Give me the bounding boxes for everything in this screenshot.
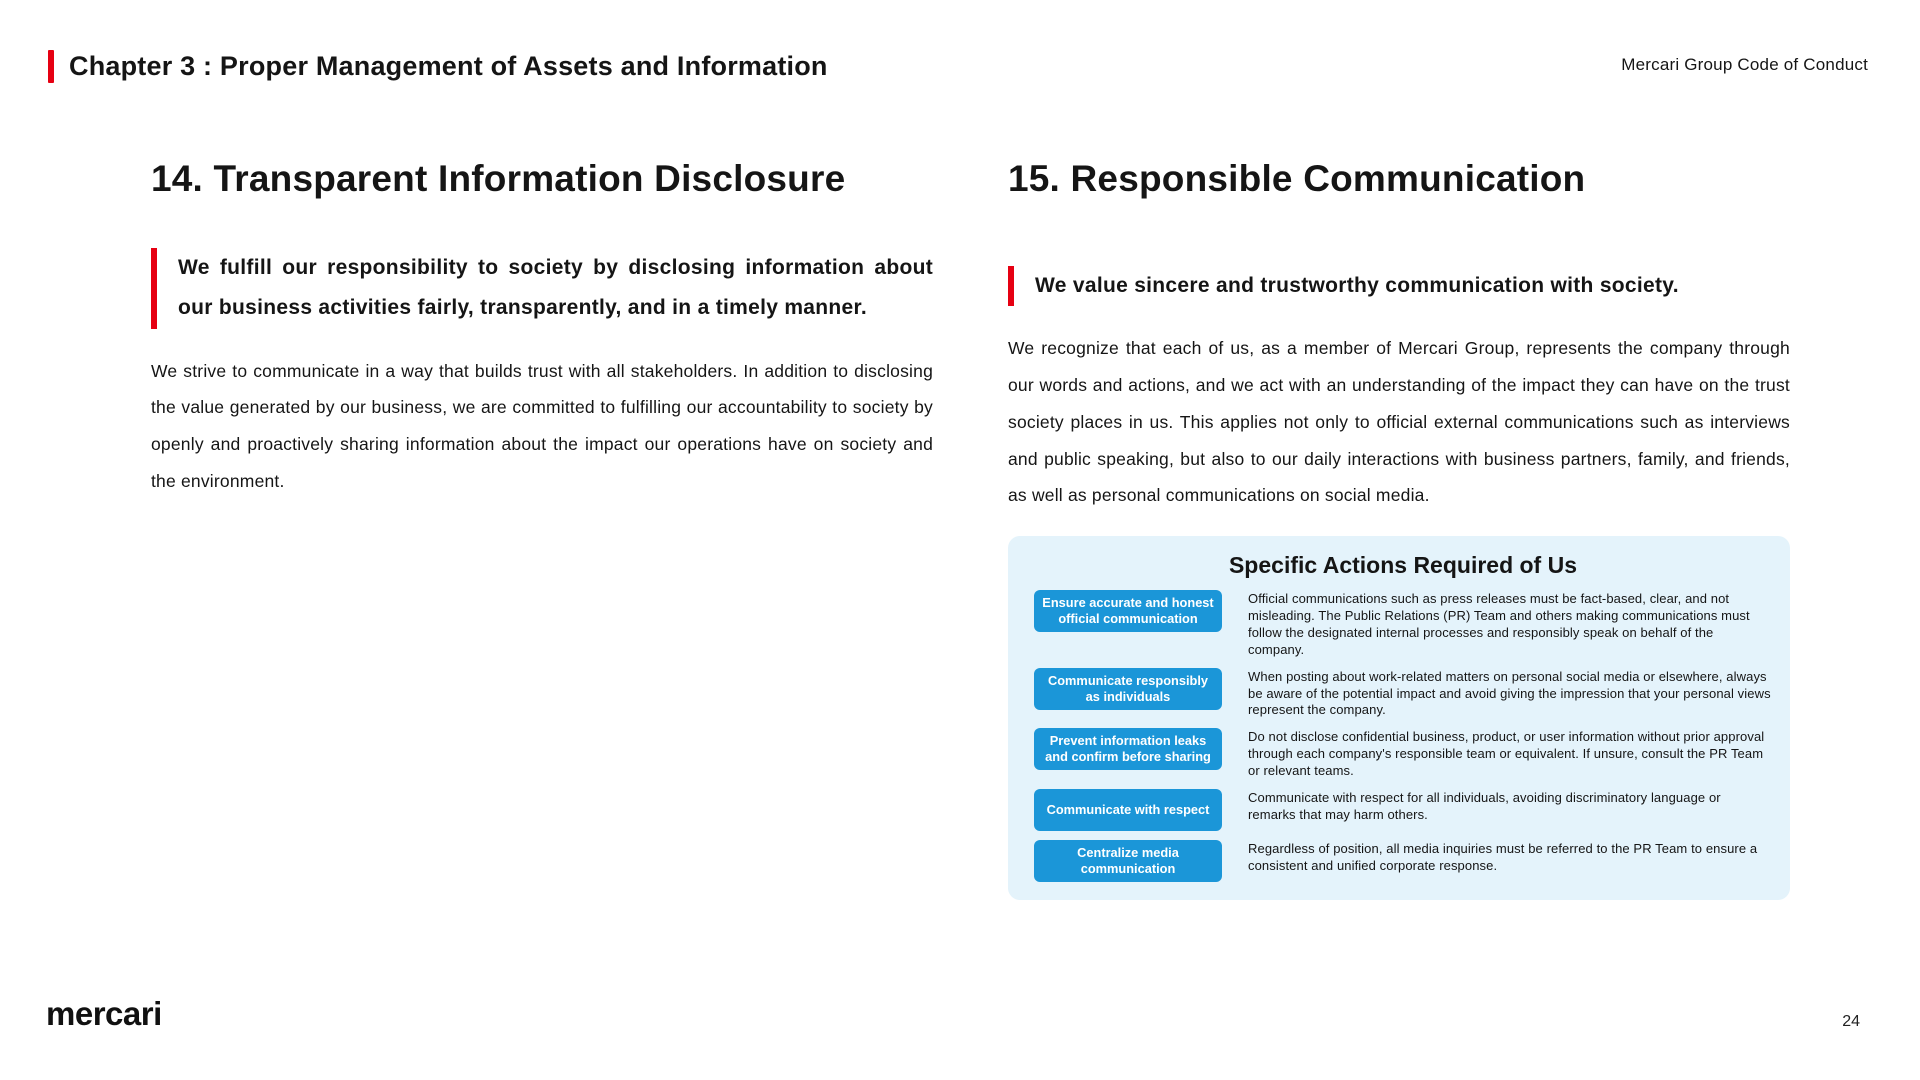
section-responsible-communication [1008,158,1790,900]
specific-actions-title: Specific Actions Required of Us [1228,552,1578,579]
action-label-communicate-with-respect: Communicate with respect [1034,789,1222,831]
action-label-ensure-accurate: Ensure accurate and honest official communication [1034,590,1222,632]
action-description: Regardless of position, all media inquiries must be referred to the PR Team to ensure a consistent and unified corporate response. [1248,840,1758,873]
section-body: We recognize that each of us, as a member of Mercari Group, represents the company through our words and actions, and we act with an understanding of the impact they can have on the trust society places in us. This applies not only to official external communications such as interviews and public speaking, but also to our daily interactions with business partners, family, and friends, as well as personal communications on social media. [1008,338,1790,506]
section-heading: 15. Responsible Communication [1008,158,1586,199]
section-body: We strive to communicate in a way that builds trust with all stakeholders. In addition to disclosing the value generated by our business, we are committed to fulfilling our accountability to society by openly and proactively sharing information about the impact our operations have on society and the environment. [151,360,933,491]
mercari-logo: mercari [46,995,162,1032]
chapter-title: Chapter 3 : Proper Management of Assets and Information [69,51,828,81]
action-description: Official communications such as press releases must be fact-based, clear, and not misleading. The Public Relations (PR) Team and others making communications must follow the designated internal processes and responsibly speak on behalf of the company. [1248,591,1750,657]
action-description: Communicate with respect for all individuals, avoiding discriminatory language or remarks that may harm others. [1248,789,1721,822]
action-label-centralize-media: Centralize media communication [1034,840,1222,882]
chapter-header [48,50,828,83]
page-number: 24 [1842,1013,1860,1030]
action-description: When posting about work-related matters on personal social media or elsewhere, always be aware of the potential impact and avoid giving the impression that your personal views represent the company. [1248,668,1771,718]
action-label-communicate-responsibly: Communicate responsibly as individuals [1034,668,1222,710]
section-quote: We fulfill our responsibility to society by disclosing information about our business activities fairly, transparently, and in a timely manner. [151,248,933,329]
action-description: Do not disclose confidential business, product, or user information without prior approval through each company's responsible team or equivalent. If unsure, consult the PR Team or relevant teams. [1248,729,1765,779]
action-row [1034,728,1772,780]
action-row [1034,840,1772,882]
specific-actions-box [1008,536,1790,900]
document-title: Mercari Group Code of Conduct [1621,55,1868,74]
page-header [48,50,1868,83]
section-quote: We value sincere and trustworthy communication with society. [1008,266,1790,306]
red-accent-bar [48,50,54,83]
section-transparent-information-disclosure [151,158,933,500]
action-row [1034,590,1772,659]
action-label-prevent-leaks: Prevent information leaks and confirm before sharing [1034,728,1222,770]
section-heading: 14. Transparent Information Disclosure [151,158,846,199]
action-row [1034,668,1772,720]
action-row [1034,789,1772,831]
